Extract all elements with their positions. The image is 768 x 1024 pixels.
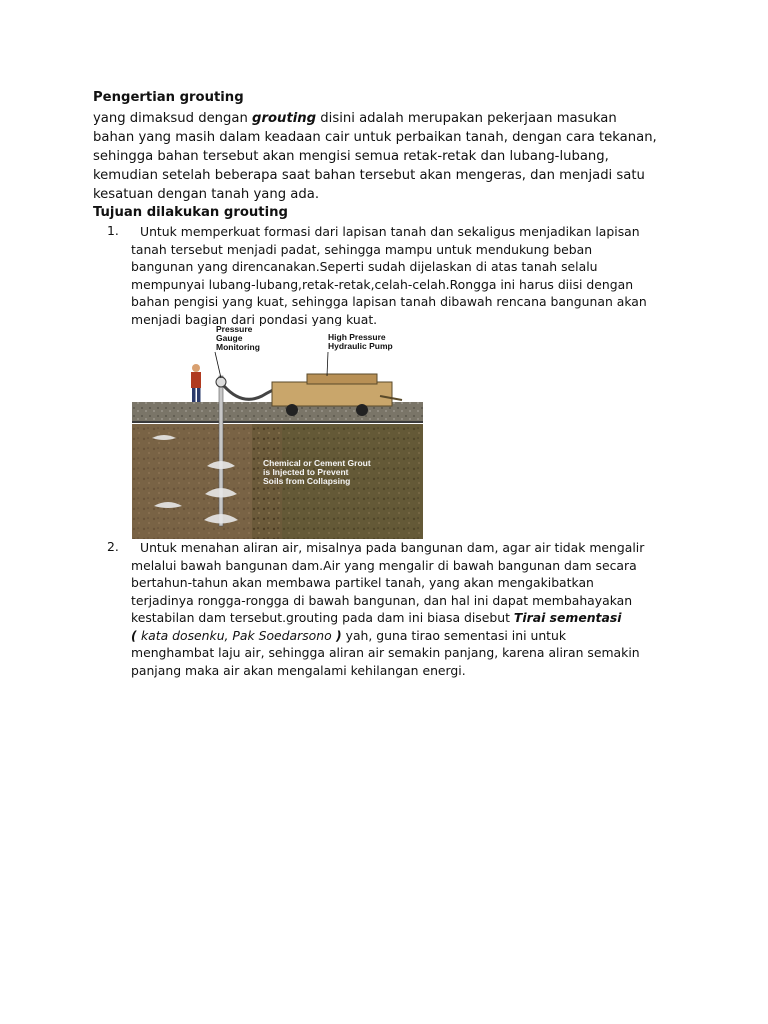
- label-pressure: Pressure: [216, 326, 253, 334]
- label-monitoring: Monitoring: [216, 342, 260, 352]
- text-span: kestabilan dam tersebut.grouting pada dam ini biasa disebut: [131, 610, 514, 625]
- list-number: 1.: [107, 223, 119, 238]
- list-line: [131, 627, 644, 645]
- emphasis-grouting: grouting: [252, 111, 317, 126]
- label-high-pressure: High Pressure: [328, 332, 386, 342]
- paragraph-definition: [93, 109, 693, 204]
- list-line: bangunan yang direncanakan.Seperti sudah dijelaskan di atas tanah selalu: [131, 259, 598, 274]
- list-number: 2.: [107, 539, 119, 554]
- paragraph-line: kesatuan dengan tanah yang ada.: [93, 187, 320, 202]
- emphasis-tirai-sementasi: Tirai sementasi: [513, 610, 622, 625]
- paragraph-line: sehingga bahan tersebut akan mengisi semua retak-retak dan lubang-lubang,: [93, 149, 609, 164]
- list-line: menjadi bagian dari pondasi yang kuat.: [131, 311, 378, 327]
- text-span: disini adalah merupakan pekerjaan masukan: [316, 111, 617, 126]
- paragraph-line: bahan yang masih dalam keadaan cair untuk perbaikan tanah, dengan cara tekanan,: [93, 130, 657, 145]
- italic-attribution: kata dosenku, Pak Soedarsono: [140, 627, 332, 643]
- list-line: bahan pengisi yang kuat, sehingga lapisan tanah dibawah rencana bangunan akan: [131, 294, 647, 309]
- paragraph-line: [93, 109, 693, 128]
- list-line: mempunyai lubang-lubang,retak-retak,celah-celah.Rongga ini harus diisi dengan: [131, 276, 634, 292]
- paren-open: (: [131, 627, 141, 643]
- grouting-illustration: [132, 326, 423, 539]
- list-line: Untuk menahan aliran air, misalnya pada bangunan dam, agar air tidak mengalir: [140, 540, 645, 555]
- paragraph-line: kemudian setelah beberapa saat bahan tersebut akan mengeras, dan menjadi satu: [93, 168, 645, 183]
- heading-pengertian: Pengertian grouting: [93, 90, 244, 105]
- list-line: melalui bawah bangunan dam.Air yang mengalir di bawah bangunan dam secara: [131, 557, 637, 573]
- list-line: tanah tersebut menjadi padat, sehingga mampu untuk mendukung beban: [131, 241, 593, 257]
- list-line: bertahun-tahun akan membawa partikel tanah, yang akan mengakibatkan: [131, 575, 594, 590]
- label-hydraulic-pump: Hydraulic Pump: [328, 341, 393, 351]
- list-item: [131, 223, 647, 328]
- label-gauge: Gauge: [216, 333, 243, 343]
- text-span: yah, guna tirao sementasi ini untuk: [341, 627, 567, 643]
- list-line: terjadinya rongga-rongga di bawah bangunan, dan hal ini dapat membahayakan: [131, 592, 633, 608]
- label-grout-1: Chemical or Cement Grout: [263, 458, 371, 468]
- list-line: panjang maka air akan mengalami kehilangan energi.: [131, 662, 466, 678]
- label-grout-2: is Injected to Prevent: [263, 467, 349, 477]
- list-item: [131, 539, 644, 679]
- paren-close: ): [331, 627, 342, 643]
- text-span: yang dimaksud dengan: [93, 111, 253, 126]
- list-line: Untuk memperkuat formasi dari lapisan tanah dan sekaligus menjadikan lapisan: [140, 224, 640, 239]
- heading-tujuan: Tujuan dilakukan grouting: [93, 205, 288, 220]
- list-line: menghambat laju air, sehingga aliran air semakin panjang, karena aliran semakin: [131, 645, 640, 660]
- list-line: [131, 609, 644, 627]
- label-grout-3: Soils from Collapsing: [263, 476, 351, 486]
